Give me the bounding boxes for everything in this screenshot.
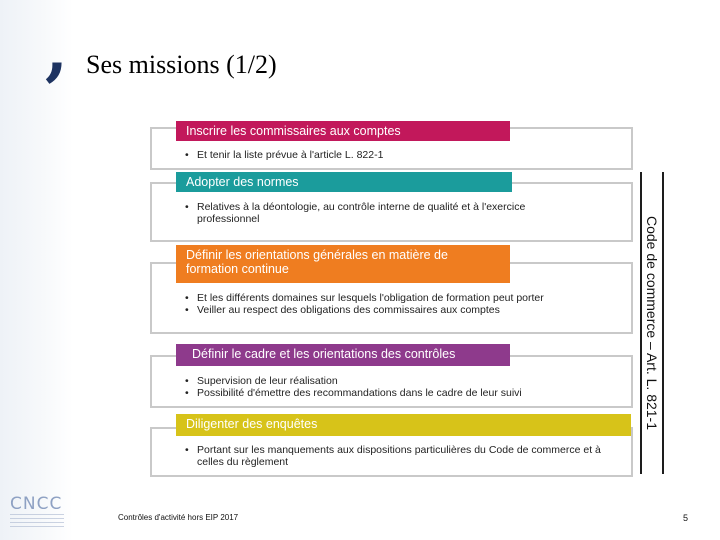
section-bullets-normes	[185, 201, 590, 225]
section-bullets-enquetes	[185, 444, 605, 468]
list-item: • Relatives à la déontologie, au contrôle interne de qualité et à l'exercice professionnel	[185, 201, 590, 225]
section-heading-normes: Adopter des normes	[176, 172, 512, 192]
section-bullets-controles	[185, 375, 625, 399]
section-heading-formation: Définir les orientations générales en matière de formation continue	[176, 245, 510, 283]
list-item: • Et les différents domaines sur lesquels l'obligation de formation peut porter	[185, 292, 625, 304]
list-item: • Et tenir la liste prévue à l'article L. 822-1	[185, 149, 615, 161]
vertical-legal-reference-text: Code de commerce – Art. L. 821-1	[644, 216, 660, 430]
quote-mark-icon: ,	[45, 11, 68, 89]
slide-title: Ses missions (1/2)	[86, 50, 277, 79]
list-item: • Possibilité d'émettre des recommandations dans le cadre de leur suivi	[185, 387, 625, 399]
cncc-logo	[8, 488, 66, 534]
logo-tagline-graphic	[10, 514, 64, 530]
section-heading-enquetes: Diligenter des enquêtes	[176, 414, 631, 436]
list-item: • Supervision de leur réalisation	[185, 375, 625, 387]
footer-text: Contrôles d'activité hors EIP 2017	[118, 513, 239, 522]
page-number: 5	[683, 513, 689, 523]
list-item: • Portant sur les manquements aux dispositions particulières du Code de commerce et à celles du règlement	[185, 444, 605, 468]
vertical-legal-reference	[640, 172, 664, 474]
section-heading-controles: Définir le cadre et les orientations des contrôles	[176, 344, 510, 366]
section-heading-inscrire: Inscrire les commissaires aux comptes	[176, 121, 510, 141]
section-bullets-formation	[185, 292, 625, 316]
list-item: • Veiller au respect des obligations des commissaires aux comptes	[185, 304, 625, 316]
logo-text: CNCC	[10, 494, 63, 514]
section-bullets-inscrire	[185, 149, 615, 161]
